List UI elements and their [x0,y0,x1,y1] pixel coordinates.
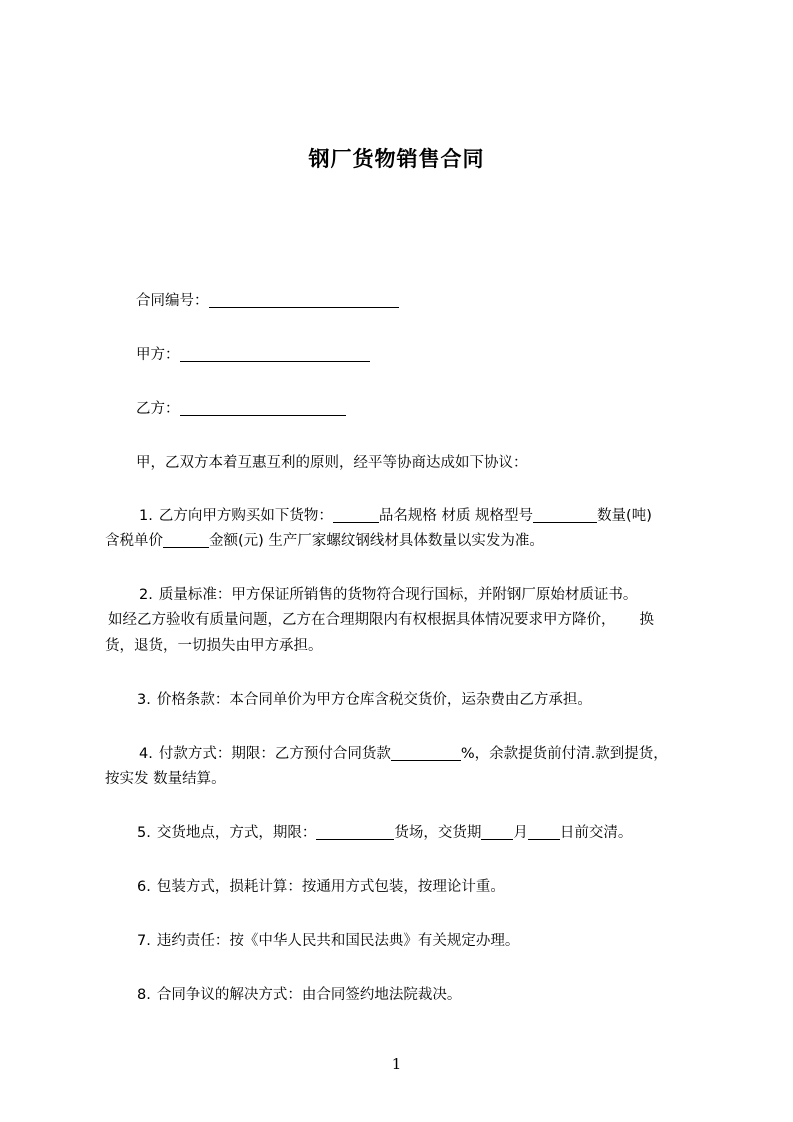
clause-4-text-b: %，余款提货前付清.款到提货， [460,746,668,762]
clause-5-blank-month[interactable] [481,824,513,840]
clause-6-number: 6. [137,879,151,895]
clause-7-text: 违约责任：按《中华人民共和国民法典》有关规定办理。 [156,933,520,949]
clause-8 [137,983,747,1008]
clause-1-text-c: 数量(吨) [597,508,652,524]
clause-1-text-d: 含税单价 [105,533,163,549]
clause-2-text-2: 如经乙方验收有质量问题，乙方在合理期限内有权根据具体情况要求甲方降价， [108,612,616,628]
clause-2-text-1: 质量标准：甲方保证所销售的货物符合现行国标，并附钢厂原始材质证书。 [158,587,638,603]
clause-5-blank-day[interactable] [528,824,560,840]
clause-6 [137,875,747,900]
clause-1-blank-3[interactable] [163,532,209,548]
clause-4-text-a: 付款方式：期限：乙方预付合同货款 [158,746,391,762]
clause-3 [137,688,747,713]
clause-1-number: 1. [139,508,153,524]
clause-8-text: 合同争议的解决方式：由合同签约地法院裁决。 [156,987,462,1003]
clause-8-number: 8. [137,987,151,1003]
clause-3-text: 价格条款：本合同单价为甲方仓库含税交货价，运杂费由乙方承担。 [156,692,592,708]
clause-1-line-1 [139,504,749,529]
clause-2-text-2b: 换 [639,612,654,628]
clause-5-number: 5. [137,825,151,841]
document-title: 钢厂货物销售合同 [308,147,485,171]
party-a-line [136,343,746,368]
party-a-label: 甲方： [136,347,180,363]
clause-4-blank-percent[interactable] [391,745,461,761]
clause-5 [137,821,747,846]
clause-5-text-d: 日前交清。 [559,825,633,841]
clause-1-text-b: 品名规格 材质 规格型号 [378,508,534,524]
clause-2-line-1 [139,583,749,608]
clause-7-number: 7. [137,933,151,949]
party-b-label: 乙方： [136,401,180,417]
clause-5-blank-location[interactable] [316,824,394,840]
clause-5-text-a: 交货地点，方式，期限： [156,825,317,841]
intro-paragraph: 甲，乙双方本着互惠互利的原则，经平等协商达成如下协议： [136,455,528,471]
page-number: 1 [391,1055,402,1073]
party-a-blank[interactable] [180,346,370,362]
clause-4-line-2: 按实发 数量结算。 [105,771,226,787]
clause-7 [137,929,747,954]
clause-1-text-a: 乙方向甲方购买如下货物： [158,508,333,524]
clause-1-blank-2[interactable] [533,507,597,523]
party-b-line [136,397,746,422]
contract-number-label: 合同编号： [136,293,209,309]
clause-1-line-2 [105,529,715,554]
clause-2-line-2 [108,608,718,633]
contract-number-line [136,289,746,314]
clause-6-text: 包装方式，损耗计算：按通用方式包装，按理论计重。 [156,879,505,895]
clause-5-text-b: 货场，交货期 [394,825,482,841]
contract-number-blank[interactable] [209,292,399,308]
clause-2-line-3: 货，退货，一切损失由甲方承担。 [105,638,323,654]
clause-1-blank-1[interactable] [333,507,379,523]
clause-1-text-e: 金额(元) 生产厂家螺纹钢线材具体数量以实发为准。 [209,533,544,549]
party-b-blank[interactable] [180,400,346,416]
clause-4-line-1 [139,742,749,767]
clause-3-number: 3. [137,692,151,708]
clause-5-text-c: 月 [513,825,528,841]
clause-2-number: 2. [139,587,153,603]
clause-4-number: 4. [139,746,153,762]
